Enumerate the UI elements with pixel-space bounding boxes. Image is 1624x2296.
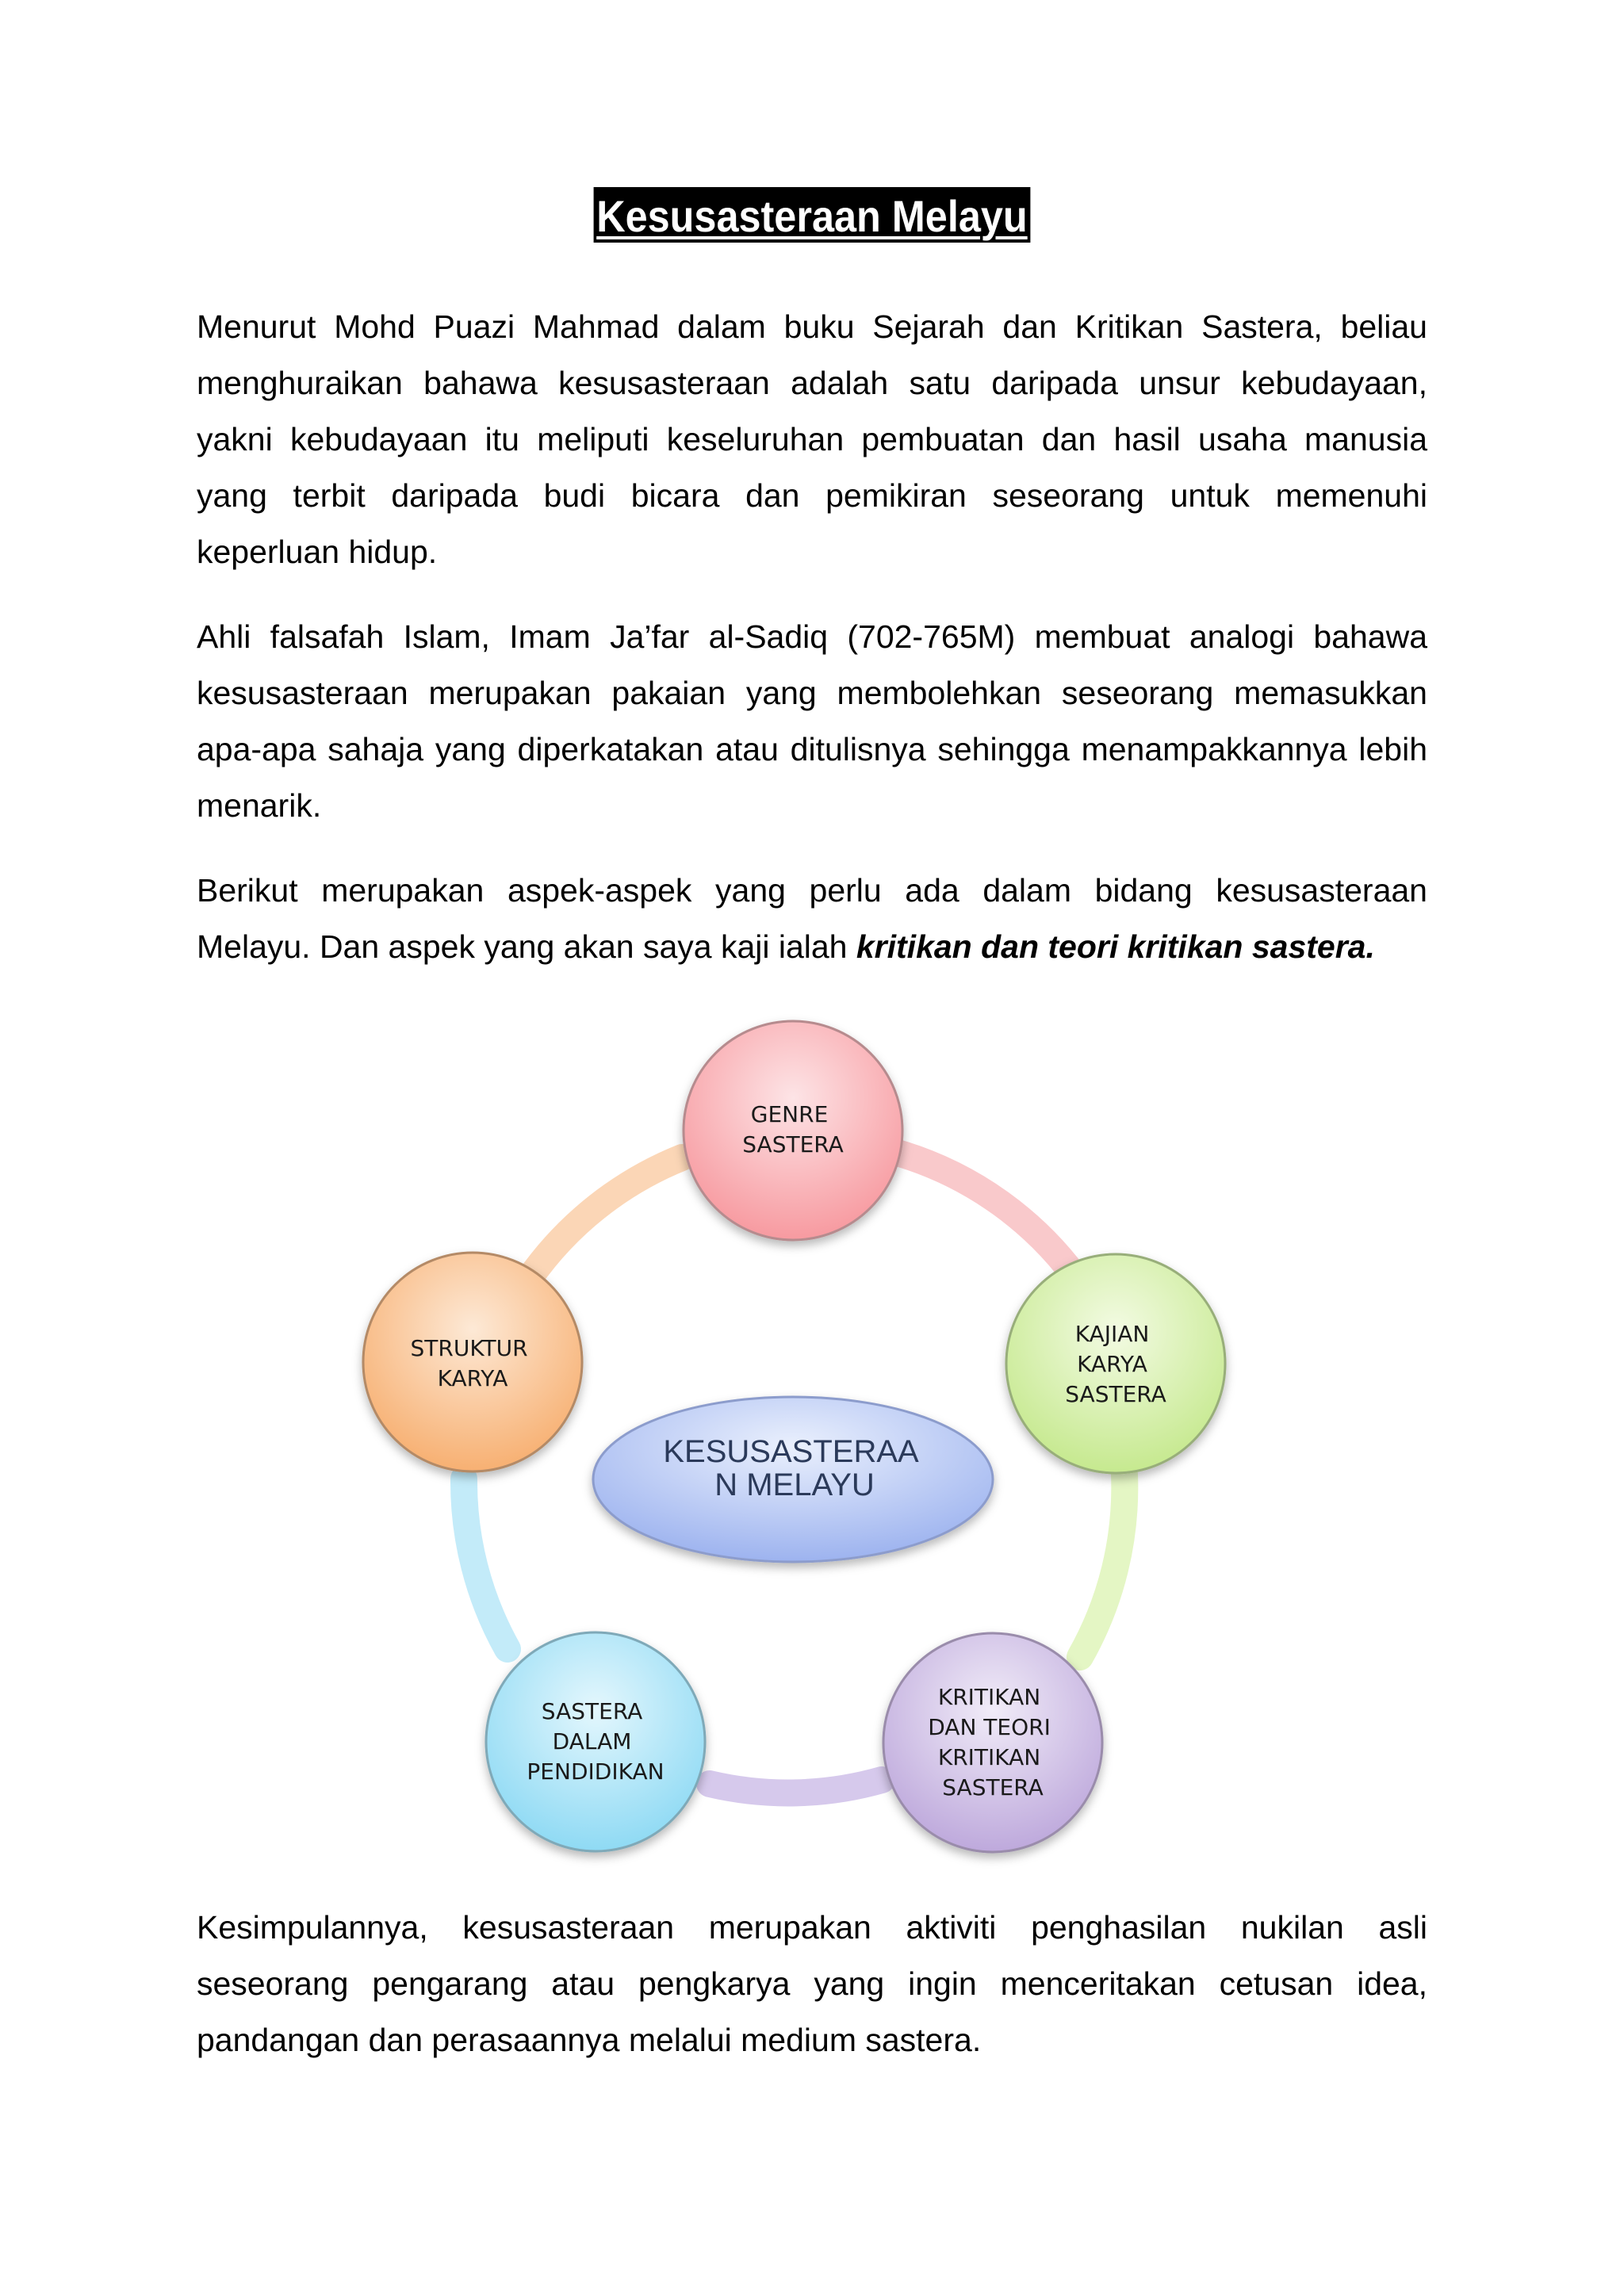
center-label-line-2: N MELAYU: [714, 1468, 875, 1502]
node-struktur-karya: [363, 1253, 582, 1471]
paragraph-aspects-emphasis: kritikan dan teori kritikan sastera.: [856, 928, 1375, 965]
svg-text:KAJIAN KARYA SASTE: [1065, 1321, 1166, 1407]
kritikan-label-line-3: KRITIKAN: [937, 1744, 1041, 1770]
center-label-line-1: KESUSASTERAA: [663, 1434, 917, 1469]
genre-label-line-1: GENRE: [750, 1101, 829, 1127]
paragraph-analogy: Ahli falsafah Islam, Imam Ja’far al-Sadiq (702-765M) membuat analogi bahawa kesusasteraan merupakan pakaian yang membolehkan seseorang memasukkan apa-apa sahaja yang diperkatakan atau ditulisnya sehingga menampakkannya lebih menarik.: [197, 618, 1427, 824]
arc-kajian-kritikan: [1080, 1475, 1124, 1657]
node-genre-sastera: [684, 1021, 902, 1240]
page-title: Kesusasteraan Melayu: [594, 187, 1031, 243]
struktur-label-line-2: KARYA: [437, 1365, 508, 1391]
node-sastera-dalam-pendidikan: [486, 1632, 705, 1851]
center-node: [593, 1397, 993, 1562]
struktur-label-line-1: STRUKTUR: [410, 1335, 528, 1361]
kritikan-label-line-1: KRITIKAN: [937, 1684, 1041, 1710]
paragraph-definition: Menurut Mohd Puazi Mahmad dalam buku Sejarah dan Kritikan Sastera, beliau menghuraikan bahawa kesusasteraan adalah satu daripada unsur kebudayaan, yakni kebudayaan itu meliputi keseluruhan pembuatan dan hasil usaha manusia yang terbit daripada budi bicara dan pemikiran seseorang untuk memenuhi keperluan hidup.: [197, 308, 1427, 570]
kajian-label-line-1: KAJIAN: [1074, 1321, 1150, 1347]
pendidikan-label-line-3: PENDIDIKAN: [527, 1758, 665, 1785]
kritikan-label-line-2: DAN TEORI: [928, 1714, 1051, 1740]
arc-pendidikan-struktur: [464, 1479, 508, 1649]
genre-label-line-2: SASTERA: [742, 1131, 844, 1158]
pendidikan-label-line-2: DALAM: [552, 1728, 632, 1755]
arc-genre-kajian: [900, 1154, 1081, 1284]
node-kajian-karya-sastera: [1006, 1254, 1225, 1473]
arc-kritikan-pendidikan: [710, 1780, 882, 1793]
paragraph-aspects-text: Berikut merupakan aspek-aspek yang perlu ada dalam bidang kesusasteraan Melayu. Dan aspek yang akan saya kaji ialah: [197, 872, 1427, 965]
paragraph-conclusion: Kesimpulannya, kesusasteraan merupakan aktiviti penghasilan nukilan asli seseorang pengarang atau pengkarya yang ingin menceritakan cetusan idea, pandangan dan perasaannya melalui medium sastera.: [197, 1909, 1427, 2058]
kajian-label-line-2: KARYA: [1077, 1351, 1147, 1377]
kajian-label-line-3: SASTERA: [1065, 1381, 1166, 1407]
node-kritikan-dan-teori: [883, 1633, 1102, 1852]
pendidikan-label-line-1: SASTERA: [541, 1698, 643, 1724]
kritikan-label-line-4: SASTERA: [942, 1774, 1044, 1800]
arc-struktur-genre: [530, 1158, 682, 1278]
